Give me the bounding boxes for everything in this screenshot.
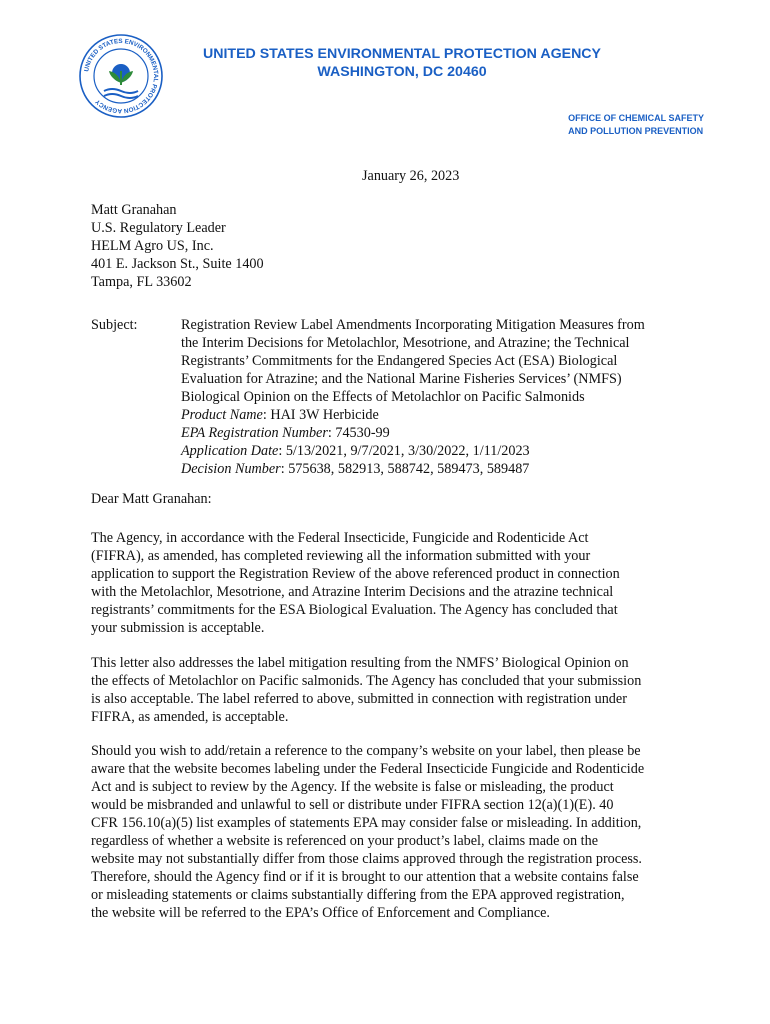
subject-line: Biological Opinion on the Effects of Metolachlor on Pacific Salmonids xyxy=(181,389,585,405)
paragraph-line: your submission is acceptable. xyxy=(91,620,265,636)
paragraph-1 xyxy=(91,529,691,637)
decision-number-row xyxy=(181,460,691,478)
paragraph-line: Should you wish to add/retain a reference to the company’s website on your label, then please be xyxy=(91,743,641,759)
paragraph-line: (FIFRA), as amended, has completed reviewing all the information submitted with your xyxy=(91,548,591,564)
agency-name: UNITED STATES ENVIRONMENTAL PROTECTION AGENCY xyxy=(202,46,602,62)
application-date-row xyxy=(181,442,691,460)
recipient-company: HELM Agro US, Inc. xyxy=(91,238,214,254)
subject-line: Evaluation for Atrazine; and the National Marine Fisheries Services’ (NMFS) xyxy=(181,371,622,387)
paragraph-line: is also acceptable. The label referred to above, submitted in connection with registration under xyxy=(91,691,627,707)
product-name-label: Product Name xyxy=(181,407,263,423)
paragraph-line: The Agency, in accordance with the Federal Insecticide, Fungicide and Rodenticide Act xyxy=(91,530,589,546)
product-name-value: : HAI 3W Herbicide xyxy=(262,407,379,423)
paragraph-line: Act and is subject to review by the Agency. If the website is false or misleading, the product xyxy=(91,779,614,795)
epa-seal-logo xyxy=(78,33,164,119)
paragraph-2 xyxy=(91,654,691,726)
recipient-address xyxy=(91,201,264,291)
subject-label: Subject: xyxy=(91,317,138,333)
application-date-label: Application Date xyxy=(181,443,279,459)
paragraph-line: registrants’ commitments for the ESA Biological Evaluation. The Agency has concluded that xyxy=(91,602,618,618)
paragraph-line: the effects of Metolachlor on Pacific salmonids. The Agency has concluded that your submission xyxy=(91,673,642,689)
paragraph-line: Therefore, should the Agency find or if it is brought to our attention that a website contains false xyxy=(91,869,639,885)
registration-number-label: EPA Registration Number xyxy=(181,425,328,441)
paragraph-3 xyxy=(91,742,691,922)
application-date-value: : 5/13/2021, 9/7/2021, 3/30/2022, 1/11/2023 xyxy=(278,443,530,459)
agency-city: WASHINGTON, DC 20460 xyxy=(317,63,487,80)
recipient-city: Tampa, FL 33602 xyxy=(91,274,192,290)
seal-ring-text: UNITED STATES ENVIRONMENTAL PROTECTION AGENCY xyxy=(83,37,160,115)
paragraph-line: the website will be referred to the EPA’s Office of Enforcement and Compliance. xyxy=(91,905,550,921)
paragraph-line: FIFRA, as amended, is acceptable. xyxy=(91,709,289,725)
registration-number-row xyxy=(181,424,691,442)
subject-block xyxy=(181,316,691,478)
paragraph-line: aware that the website becomes labeling under the Federal Insecticide Fungicide and Rodenticide xyxy=(91,761,645,777)
letter-date: January 26, 2023 xyxy=(362,168,460,184)
recipient-street: 401 E. Jackson St., Suite 1400 xyxy=(91,256,264,272)
paragraph-line: This letter also addresses the label mitigation resulting from the NMFS’ Biological Opinion on xyxy=(91,655,629,671)
registration-number-value: : 74530-99 xyxy=(327,425,390,441)
recipient-title: U.S. Regulatory Leader xyxy=(91,220,226,236)
subject-line: the Interim Decisions for Metolachlor, Mesotrione, and Atrazine; the Technical xyxy=(181,335,630,351)
subject-line: Registrants’ Commitments for the Endangered Species Act (ESA) Biological xyxy=(181,353,618,369)
office-line-1: OFFICE OF CHEMICAL SAFETY xyxy=(568,113,704,123)
salutation: Dear Matt Granahan: xyxy=(91,491,212,507)
decision-number-value: : 575638, 582913, 588742, 589473, 589487 xyxy=(280,461,530,477)
subject-line: Registration Review Label Amendments Incorporating Mitigation Measures from xyxy=(181,317,645,333)
decision-number-label: Decision Number xyxy=(181,461,281,477)
paragraph-line: with the Metolachlor, Mesotrione, and Atrazine Interim Decisions and the atrazine technical xyxy=(91,584,614,600)
office-line-2: AND POLLUTION PREVENTION xyxy=(568,125,704,136)
recipient-name: Matt Granahan xyxy=(91,202,177,218)
paragraph-line: application to support the Registration Review of the above referenced product in connection xyxy=(91,566,620,582)
paragraph-line: website may not substantially differ from those claims approved through the registration process. xyxy=(91,851,642,867)
paragraph-line: regardless of whether a website is referenced on your product’s label, claims made on the xyxy=(91,833,599,849)
product-name-row xyxy=(181,406,691,424)
paragraph-line: would be misbranded and unlawful to sell or distribute under FIFRA section 12(a)(1)(E). 40 xyxy=(91,797,614,813)
paragraph-line: or misleading statements or claims substantially differing from the EPA approved registration, xyxy=(91,887,625,903)
paragraph-line: CFR 156.10(a)(5) list examples of statements EPA may consider false or misleading. In addition, xyxy=(91,815,642,831)
office-name xyxy=(568,112,704,137)
agency-header xyxy=(192,46,612,81)
